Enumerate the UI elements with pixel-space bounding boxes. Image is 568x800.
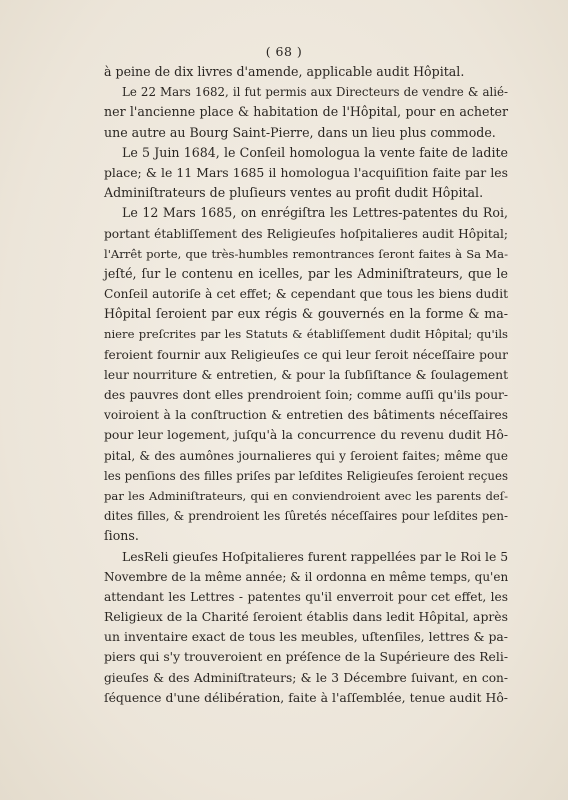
text-line: LesReli gieuſes Hoſpitalieres furent rappellées par le Roi le 5 <box>122 548 509 564</box>
text-line: leur nourriture & entretien, & pour la ſubſiſtance & ſoulagement <box>104 367 508 382</box>
text-line: Le 22 Mars 1682, il fut permis aux Directeurs de vendre & alié- <box>122 85 508 100</box>
text-line: à peine de dix livres d'amende, applicable audit Hôpital. <box>104 64 465 79</box>
text-line: voiroient à la conſtruction & entretien des bâtiments néceſſaires <box>104 408 508 423</box>
text-line: Le 12 Mars 1685, on enrégiſtra les Lettres-patentes du Roi, <box>122 205 508 221</box>
text-line: une autre au Bourg Saint-Pierre, dans un lieu plus commode. <box>104 124 496 140</box>
text-line: des pauvres dont elles prendroient ſoin; comme auſſi qu'ils pour- <box>104 388 508 402</box>
text-line: gieuſes & des Adminiſtrateurs; & le 3 Décembre ſuivant, en con- <box>104 670 508 685</box>
text-line: attendant les Lettres - patentes qu'il enverroit pour cet effet, les <box>104 589 508 604</box>
text-line: Religieux de la Charité ſeroient établis dans ledit Hôpital, après <box>104 609 508 625</box>
text-line: dites filles, & prendroient les ſûretés néceſſaires pour leſdites pen- <box>104 509 508 524</box>
text-line: Adminiſtrateurs de pluſieurs ventes au profit dudit Hôpital. <box>104 185 484 201</box>
text-line: par les Adminiſtrateurs, qui en conviendroient avec les parents deſ- <box>104 488 508 503</box>
text-line: pital, & des aumônes journalieres qui y ſeroient faites; même que <box>104 448 508 463</box>
text-line: ſions. <box>104 528 139 544</box>
text-line: jeſté, ſur le contenu en icelles, par les Adminiſtrateurs, que le <box>104 265 508 281</box>
text-line: ſéquence d'une délibération, faite à l'aſſemblée, tenue audit Hô- <box>104 689 508 705</box>
text-line: feroient fournir aux Religieuſes ce qui leur ſeroit néceſſaire pour <box>104 347 508 362</box>
text-line: piers qui s'y trouveroient en préſence de la Supérieure des Reli- <box>104 649 508 665</box>
text-line: Hôpital ſeroient par eux régis & gouvernés en la forme & ma- <box>104 306 508 322</box>
text-line: un inventaire exact de tous les meubles, uſtenſiles, lettres & pa- <box>104 629 508 645</box>
text-line: place; & le 11 Mars 1685 il homologua l'acquiſition faite par les <box>104 164 508 180</box>
text-line: Conſeil autoriſe à cet effet; & cependant que tous les biens dudit <box>104 287 508 302</box>
page-number: ( 68 ) <box>265 44 303 59</box>
text-line: Le 5 Juin 1684, le Conſeil homologua la vente faite de ladite <box>122 144 508 160</box>
text-line: pour leur logement, juſqu'à la concurrence du revenu dudit Hô- <box>104 427 508 443</box>
text-line: portant établiſſement des Religieuſes hoſpitalieres audit Hôpital; <box>104 226 508 241</box>
text-line: niere preſcrites par les Statuts & établiſſement dudit Hôpital; qu'ils <box>104 327 508 342</box>
body-text <box>104 62 508 708</box>
text-line: Novembre de la même année; & il ordonna en même temps, qu'en <box>104 569 509 584</box>
text-line: l'Arrêt porte, que très-humbles remontrances ſeront faites à Sa Ma- <box>104 246 508 261</box>
text-line: les penſions des filles priſes par leſdites Religieuſes ſeroient reçues <box>104 468 508 483</box>
text-line: ner l'ancienne place & habitation de l'Hôpital, pour en acheter <box>104 104 508 120</box>
